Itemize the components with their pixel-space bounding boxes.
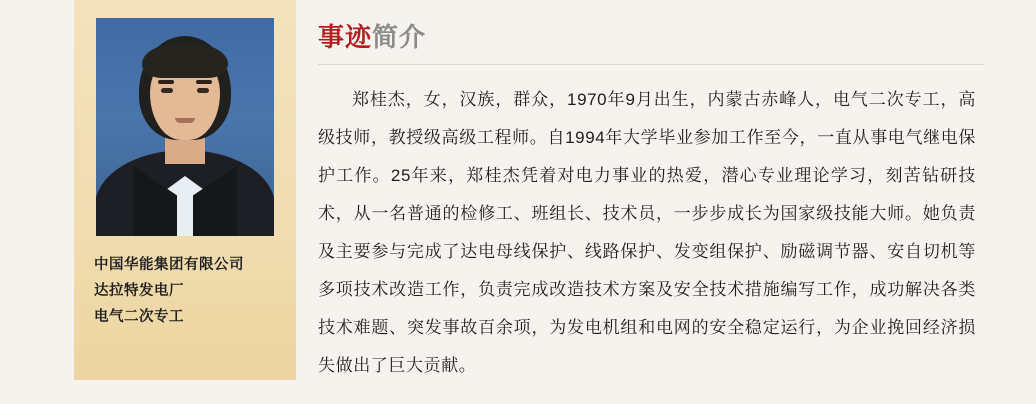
biography-text: 郑桂杰，女，汉族，群众，1970年9月出生，内蒙古赤峰人，电气二次专工，高级技师，教授级高级工程师。自1994年大学毕业参加工作至今，一直从事电气继电保护工作。25年来，郑桂杰凭着对电力事业的热爱，潜心专业理论学习，刻苦钻研技术，从一名普通的检修工、班组长、技术员，一步步成长为国家级技能大师。她负责及主要参与完成了达电母线保护、线路保护、发变组保护、励磁调节器、安自切机等多项技术改造工作，负责完成改造技术方案及安全技术措施编写工作，成功解决各类技术难题、突发事故百余项，为发电机组和电网的安全稳定运行，为企业挽回经济损失做出了巨大贡献。 [318,90,976,375]
profile-caption [90,252,280,330]
section-title-soft: 简介 [372,22,427,52]
portrait-fringe [142,44,228,78]
section-title [318,0,984,52]
section-title-strong: 事迹 [318,22,373,52]
content-area [318,0,984,385]
portrait-eyebrow-right [196,80,212,84]
portrait-mouth [175,118,195,123]
portrait-photo [96,18,274,236]
title-divider [318,64,984,65]
profile-company: 中国华能集团有限公司 [94,257,244,273]
portrait-eye-right [197,88,209,93]
profile-card [74,0,296,380]
profile-position: 电气二次专工 [94,309,184,325]
portrait-eyebrow-left [158,80,174,84]
portrait-illustration [96,18,274,236]
portrait-eye-left [161,88,173,93]
profile-plant: 达拉特发电厂 [94,283,184,299]
